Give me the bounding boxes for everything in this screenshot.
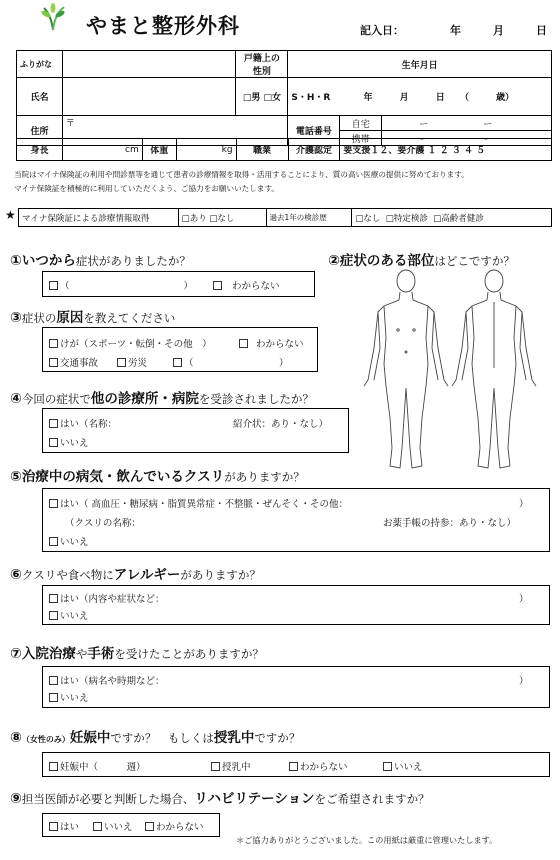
q9-unknown-label: わからない xyxy=(156,822,204,833)
q3-answer-box xyxy=(42,327,318,372)
q5-no-checkbox[interactable] xyxy=(49,537,58,546)
q4-referral[interactable]: 紹介状：あり・なし） xyxy=(233,419,329,430)
q7-no-checkbox[interactable] xyxy=(49,693,58,702)
q3-workers-comp-checkbox[interactable] xyxy=(117,358,126,367)
q5-medicine-field[interactable]: （クスリの名称： xyxy=(65,518,141,529)
clinic-name: やまと整形外科 xyxy=(86,14,240,38)
q3-other-field[interactable]: （ ） xyxy=(184,358,289,369)
birth-day: 日 xyxy=(435,93,445,103)
name-field[interactable] xyxy=(62,78,236,116)
q3-traffic-checkbox[interactable] xyxy=(49,358,58,367)
furigana-label: ふりがな xyxy=(17,51,63,78)
entry-day[interactable]: 日 xyxy=(536,24,547,37)
q6-allergy-field[interactable]: はい（内容や症状など： xyxy=(60,594,165,605)
address-label: 住所 xyxy=(17,116,63,146)
past-koureisha[interactable]: □高齢者健診 xyxy=(433,213,484,224)
q8-heading: ⑧（女性のみ）妊娠中ですか？ もしくは授乳中ですか？ xyxy=(10,730,301,746)
weight-field[interactable]: kg xyxy=(176,139,236,161)
q4-no-label: いいえ xyxy=(60,438,89,449)
q6-yes-checkbox[interactable] xyxy=(49,594,58,603)
q6-no-checkbox[interactable] xyxy=(49,611,58,620)
past-tokutei[interactable]: □特定検診 xyxy=(385,213,428,224)
sex-options[interactable] xyxy=(236,78,288,116)
entry-month[interactable]: 月 xyxy=(493,24,504,37)
q7-heading: ⑦入院治療や手術を受けたことがありますか？ xyxy=(10,646,264,662)
q3-unknown-checkbox[interactable] xyxy=(239,339,248,348)
q8-pregnant-weeks-field[interactable]: 妊娠中（ 週） xyxy=(60,762,146,773)
care-levels[interactable]: 要支援１２、要介護 １ ２ ３ ４ ５ xyxy=(340,139,552,161)
q8-unknown-checkbox[interactable] xyxy=(289,762,298,771)
q5-answer-box xyxy=(42,488,550,552)
q5-conditions[interactable]: はい（ 高血圧・糖尿病・脂質異常症・不整脈・ぜんそく・その他： xyxy=(60,499,349,510)
weight-label: 体重 xyxy=(142,139,176,161)
q1-answer-box xyxy=(42,271,315,297)
past-nashi[interactable]: □なし xyxy=(355,213,381,224)
mobile-label: 携帯 xyxy=(340,131,382,146)
notice-line-2: マイナ保険証を積極的に利用していただくよう、ご協力をお願いいたします。 xyxy=(14,184,280,193)
q8-no-checkbox[interactable] xyxy=(383,762,392,771)
body-front[interactable] xyxy=(364,270,448,468)
birth-month: 月 xyxy=(399,93,409,103)
entry-year[interactable]: 年 xyxy=(450,24,461,37)
q7-history-field[interactable]: はい（病名や時期など： xyxy=(60,676,165,687)
body-diagram[interactable] xyxy=(350,268,550,478)
notice-line-1: 当院はマイナ保険証の利用や問診票等を通じて患者の診療情報を取得・活用することにより、質の高い医療の提供に努めております。 xyxy=(14,170,469,179)
postal-mark: 〒 xyxy=(65,119,75,129)
age-field[interactable]: （ 歳） xyxy=(459,93,514,103)
q7-yes-checkbox[interactable] xyxy=(49,676,58,685)
footer-note: ＊ご協力ありがとうございました。この用紙は厳重に管理いたします。 xyxy=(236,835,498,845)
birth-label: 生年月日 xyxy=(288,51,552,78)
entry-date-label: 記入日： xyxy=(360,24,404,37)
care-label: 介護認定 xyxy=(288,139,340,161)
q3-traffic-label: 交通事故 xyxy=(60,358,99,369)
body-back[interactable] xyxy=(452,270,536,468)
q4-no-checkbox[interactable] xyxy=(49,438,58,447)
q4-heading: ④今回の症状で他の診療所・病院を受診されましたか？ xyxy=(10,391,314,407)
birth-field[interactable] xyxy=(288,78,552,116)
q9-heading: ⑨担当医師が必要と判断した場合、リハビリテーションをご希望されますか？ xyxy=(10,791,430,807)
q9-unknown-checkbox[interactable] xyxy=(145,822,154,831)
era-options[interactable]: S・H・R xyxy=(291,93,331,103)
q1-unknown-checkbox[interactable] xyxy=(213,281,222,290)
q1-heading: ①いつから症状がありましたか？ xyxy=(10,253,191,269)
q3-other-checkbox[interactable] xyxy=(173,358,182,367)
mynacard-options[interactable] xyxy=(178,209,266,227)
q1-since-field[interactable]: （ ） xyxy=(60,281,194,292)
mynacard-table xyxy=(18,208,552,227)
home-label: 自宅 xyxy=(340,116,382,131)
mynacard-label: マイナ保険証による診療情報取得 xyxy=(19,209,179,227)
q4-yes-checkbox[interactable] xyxy=(49,419,58,428)
q8-unknown-label: わからない xyxy=(300,762,348,773)
q3-injury-checkbox[interactable] xyxy=(49,339,58,348)
q9-yes-label: はい xyxy=(60,822,80,833)
q9-no-label: いいえ xyxy=(104,822,133,833)
birth-year: 年 xyxy=(363,93,373,103)
q7-no-label: いいえ xyxy=(60,693,89,704)
q7-close-paren: ） xyxy=(519,676,529,687)
q6-close-paren: ） xyxy=(519,594,529,605)
q5-close-paren: ） xyxy=(519,499,529,510)
past-checkup-options[interactable] xyxy=(352,209,552,227)
q8-nursing-label: 授乳中 xyxy=(222,762,251,773)
mobile-phone-field[interactable]: ー ー xyxy=(382,131,552,146)
q8-no-label: いいえ xyxy=(394,762,423,773)
q6-answer-box xyxy=(42,585,550,625)
q5-heading: ⑤治療中の病気・飲んでいるクスリがありますか？ xyxy=(10,469,305,485)
furigana-field[interactable] xyxy=(62,51,236,78)
q9-answer-box xyxy=(42,813,220,837)
mynacard-nashi[interactable]: □なし xyxy=(209,213,235,224)
q3-unknown-label: わからない xyxy=(256,339,304,350)
q5-yes-checkbox[interactable] xyxy=(49,499,58,508)
past-checkup-label: 過去1年の検診歴 xyxy=(266,209,352,227)
koseki-sex-label: 戸籍上の性別 xyxy=(236,51,288,78)
q8-pregnant-checkbox[interactable] xyxy=(49,762,58,771)
q1-unknown-label: わからない xyxy=(232,281,280,292)
q4-answer-box xyxy=(42,408,349,453)
q2-heading: ②症状のある部位はどこですか？ xyxy=(328,253,515,269)
height-label: 身長 xyxy=(17,139,63,161)
q3-workers-comp-label: 労災 xyxy=(128,358,148,369)
patient-info-table xyxy=(16,50,552,146)
female-checkbox[interactable]: □女 xyxy=(263,93,281,103)
q3-heading: ③症状の原因を教えてください xyxy=(10,310,176,326)
q1-since-checkbox[interactable] xyxy=(49,281,58,290)
q5-no-label: いいえ xyxy=(60,537,89,548)
q8-answer-box xyxy=(42,752,550,777)
home-phone-field[interactable]: ー ー xyxy=(382,116,552,131)
star-icon: ★ xyxy=(5,208,16,222)
body-info-table xyxy=(16,138,552,161)
male-checkbox[interactable]: □男 xyxy=(242,93,261,103)
q9-yes-checkbox[interactable] xyxy=(49,822,58,831)
clinic-logo xyxy=(38,2,68,32)
phone-label: 電話番号 xyxy=(288,116,340,146)
q9-no-checkbox[interactable] xyxy=(93,822,102,831)
q8-nursing-checkbox[interactable] xyxy=(211,762,220,771)
q6-no-label: いいえ xyxy=(60,611,89,622)
q5-medicine-notebook[interactable]: お薬手帳の持参：あり・なし） xyxy=(383,518,517,529)
mynacard-ari[interactable]: □あり xyxy=(181,213,207,224)
job-label: 職業 xyxy=(236,139,288,161)
height-field[interactable]: cm xyxy=(62,139,142,161)
name-label: 氏名 xyxy=(17,78,63,116)
q4-facility-name-field[interactable]: はい（名称： xyxy=(60,419,118,430)
q7-answer-box xyxy=(42,666,550,708)
q6-heading: ⑥クスリや食べ物にアレルギーがありますか？ xyxy=(10,567,261,583)
q3-injury-label: けが（スポーツ・転倒・その他 ） xyxy=(60,339,212,350)
